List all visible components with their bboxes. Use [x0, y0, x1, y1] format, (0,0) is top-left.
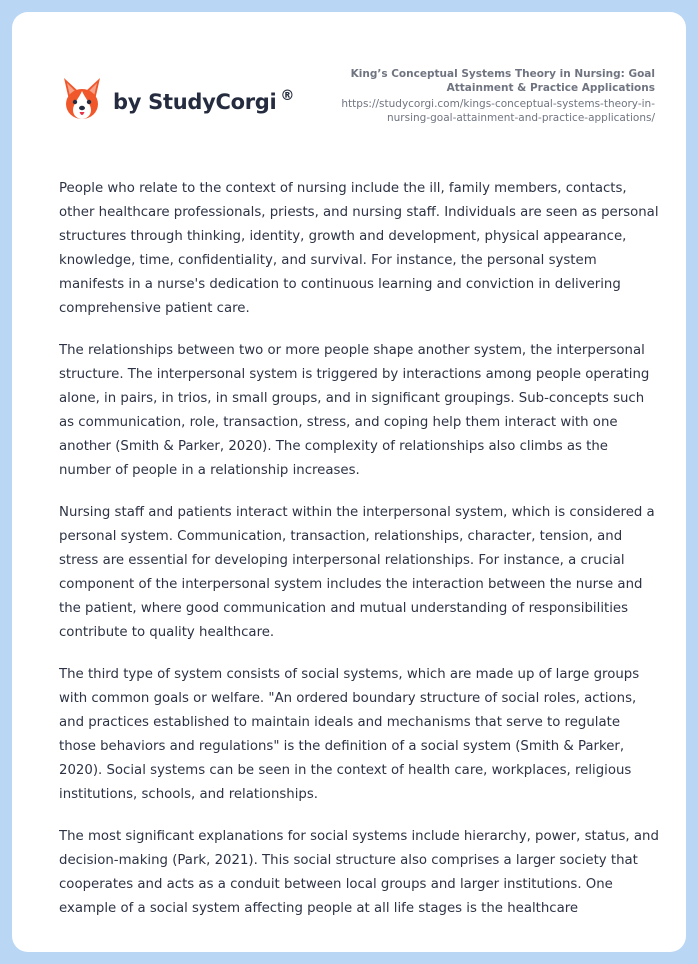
document-card [12, 12, 686, 952]
paragraph: The third type of system consists of social systems, which are made up of large groups with common goals or welfare. "An ordered boundary structure of social roles, actions, and practices established to maintain ideals and mechanisms that serve to regulate those behaviors and regulations" is the definition of a social system (Smith & Parker, 2020). Social systems can be seen in the context of health care, workplaces, religious institutions, schools, and relationships. [59, 667, 640, 802]
paragraph: The most significant explanations for social systems include hierarchy, power, status, and decision-making (Park, 2021). This social structure also comprises a larger society that cooperates and acts as a conduit between local groups and larger institutions. One example of a social system affecting people at all life stages is the healthcare [59, 829, 659, 916]
studycorgi-logo[interactable] [61, 76, 294, 122]
paragraph: The relationships between two or more people shape another system, the interpersonal structure. The interpersonal system is triggered by interactions among people operating alone, in pairs, in trios, in small groups, and in significant groupings. Sub-concepts such as communication, role, transaction, stress, and coping help them interact with one another (Smith & Parker, 2020). The complexity of relationships also climbs as the number of people in a relationship increases. [59, 343, 650, 478]
paragraph: Nursing staff and patients interact within the interpersonal system, which is considered a personal system. Communication, transaction, relationships, character, tension, and stress are essential for developing interpersonal relationships. For instance, a crucial component of the interpersonal system includes the interaction between the nurse and the patient, where good communication and mutual understanding of responsibilities contribute to quality healthcare. [59, 505, 655, 640]
registered-mark: ® [280, 88, 295, 104]
document-title: King’s Conceptual Systems Theory in Nursing: Goal Attainment & Practice Applications [350, 68, 655, 94]
brand-name [113, 88, 294, 114]
brand-text: by StudyCorgi [113, 90, 277, 114]
essay-body [59, 177, 659, 936]
document-meta [315, 67, 655, 125]
document-url[interactable]: https://studycorgi.com/kings-conceptual-systems-theory-in-nursing-goal-attainment-and-practice-applications/ [341, 98, 655, 124]
paragraph: People who relate to the context of nursing include the ill, family members, contacts, other healthcare professionals, priests, and nursing staff. Individuals are seen as personal structures through thinking, identity, growth and development, physical appearance, knowledge, time, confidentiality, and survival. For instance, the personal system manifests in a nurse's dedication to continuous learning and conviction in delivering comprehensive patient care. [59, 181, 659, 316]
corgi-head-icon [61, 76, 103, 122]
